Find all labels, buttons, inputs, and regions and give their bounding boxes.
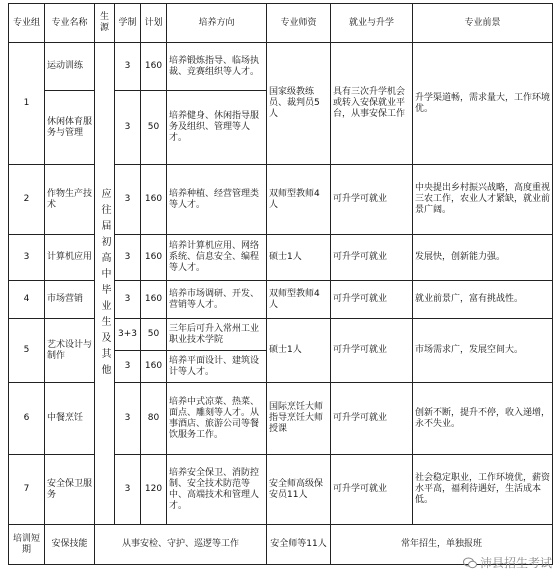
years: 3+3 (115, 319, 141, 351)
plan-count: 160 (141, 43, 167, 91)
direction: 培养安全保卫、消防控制、安全技术防范等中、高端技术和管理人才。 (167, 455, 267, 525)
major-name: 艺术设计与制作 (45, 319, 95, 383)
major-name: 计算机应用 (45, 235, 95, 281)
group-id: 6 (9, 383, 45, 455)
watermark-text: 沛县招生考试 (479, 556, 552, 570)
employment: 可升学可就业 (331, 165, 413, 235)
direction: 培养锻炼指导、临场执裁、竞赛组织等人才。 (167, 43, 267, 91)
group-id: 4 (9, 281, 45, 319)
prospect: 市场需求广，发展空间大。 (413, 319, 553, 383)
major-name: 作物生产技术 (45, 165, 95, 235)
direction: 培养市场调研、开发、营销等人才。 (167, 281, 267, 319)
plan-count: 160 (141, 165, 167, 235)
training-employment: 常年招生，单独报班 (331, 525, 553, 565)
faculty: 双师型教师4人 (267, 281, 331, 319)
plan-count: 120 (141, 455, 167, 525)
years: 3 (115, 43, 141, 91)
major-name: 安全保卫服务 (45, 455, 95, 525)
years: 3 (115, 455, 141, 525)
direction: 培养中式凉菜、热菜、面点、雕刻等人才。从事酒店、旅游公司等餐饮服务工作。 (167, 383, 267, 455)
header-name: 专业名称 (45, 4, 95, 43)
plan-count: 160 (141, 351, 167, 383)
employment: 可升学可就业 (331, 235, 413, 281)
training-label: 培训短期 (9, 525, 45, 565)
major-name: 休闲体育服务与管理 (45, 91, 95, 165)
watermark (463, 554, 552, 571)
years: 3 (115, 281, 141, 319)
table-row (9, 383, 553, 455)
plan-count: 160 (141, 235, 167, 281)
prospect: 就业前景广，富有挑战性。 (413, 281, 553, 319)
enrollment-plan-table (8, 3, 553, 565)
training-direction: 从事安检、守护、巡逻等工作 (95, 525, 267, 565)
faculty: 双师型教师4人 (267, 165, 331, 235)
direction: 培养健身、休闲指导服务及组织、管理等人才。 (167, 91, 267, 165)
direction: 培养种植、经营管理类等人才。 (167, 165, 267, 235)
header-prospect: 专业前景 (413, 4, 553, 43)
header-source: 生源 (95, 4, 115, 43)
years: 3 (115, 165, 141, 235)
years: 3 (115, 235, 141, 281)
header-direction: 培养方向 (167, 4, 267, 43)
wechat-icon (463, 557, 477, 569)
employment: 可升学可就业 (331, 383, 413, 455)
plan-count: 80 (141, 383, 167, 455)
plan-count: 50 (141, 319, 167, 351)
employment: 具有三次升学机会或转入安保就业平台，从事安保工作 (331, 43, 413, 165)
prospect: 社会稳定职业，工作环境优，薪资水平高，福利待遇好，生活成本低。 (413, 455, 553, 525)
faculty: 安全师高级保安员11人 (267, 455, 331, 525)
header-plan: 计划 (141, 4, 167, 43)
faculty: 国家级教练员、裁判员5人 (267, 43, 331, 165)
years: 3 (115, 91, 141, 165)
group-id: 5 (9, 319, 45, 383)
prospect: 创新不断，提升不停，收入递增，永不失业。 (413, 383, 553, 455)
source-cell (95, 43, 115, 525)
direction: 三年后可升入常州工业职业技术学院 (167, 319, 267, 351)
table-row (9, 281, 553, 319)
years: 3 (115, 351, 141, 383)
header-employment: 就业与升学 (331, 4, 413, 43)
group-id: 3 (9, 235, 45, 281)
major-name: 中餐烹饪 (45, 383, 95, 455)
table-row (9, 455, 553, 525)
source-text: 应往届初高中毕业生及其他 (99, 187, 110, 380)
faculty: 硕士1人 (267, 235, 331, 281)
employment: 可升学可就业 (331, 281, 413, 319)
group-id: 1 (9, 43, 45, 165)
table-row (9, 43, 553, 91)
years: 3 (115, 383, 141, 455)
group-id: 7 (9, 455, 45, 525)
faculty: 硕士1人 (267, 319, 331, 383)
header-years: 学制 (115, 4, 141, 43)
header-row (9, 4, 553, 43)
group-id: 2 (9, 165, 45, 235)
plan-count: 50 (141, 91, 167, 165)
prospect: 发展快，创新能力强。 (413, 235, 553, 281)
direction: 培养计算机应用、网络系统、信息安全、编程等人才。 (167, 235, 267, 281)
table-row (9, 235, 553, 281)
major-name: 市场营销 (45, 281, 95, 319)
table-row (9, 319, 553, 351)
major-name: 运动训练 (45, 43, 95, 91)
prospect: 中央提出乡村振兴战略，高度重视三农工作，农业人才紧缺，就业前景广阔。 (413, 165, 553, 235)
faculty: 国际烹饪大师指导烹饪大师授课 (267, 383, 331, 455)
employment: 可升学可就业 (331, 319, 413, 383)
table-row (9, 165, 553, 235)
employment: 可升学可就业 (331, 455, 413, 525)
direction: 培养平面设计、建筑设计等人才。 (167, 351, 267, 383)
training-faculty: 安全师等11人 (267, 525, 331, 565)
header-faculty: 专业师资 (267, 4, 331, 43)
plan-count: 160 (141, 281, 167, 319)
prospect: 升学渠道畅，需求量大，工作环境优。 (413, 43, 553, 165)
header-group: 专业组 (9, 4, 45, 43)
training-name: 安保技能 (45, 525, 95, 565)
